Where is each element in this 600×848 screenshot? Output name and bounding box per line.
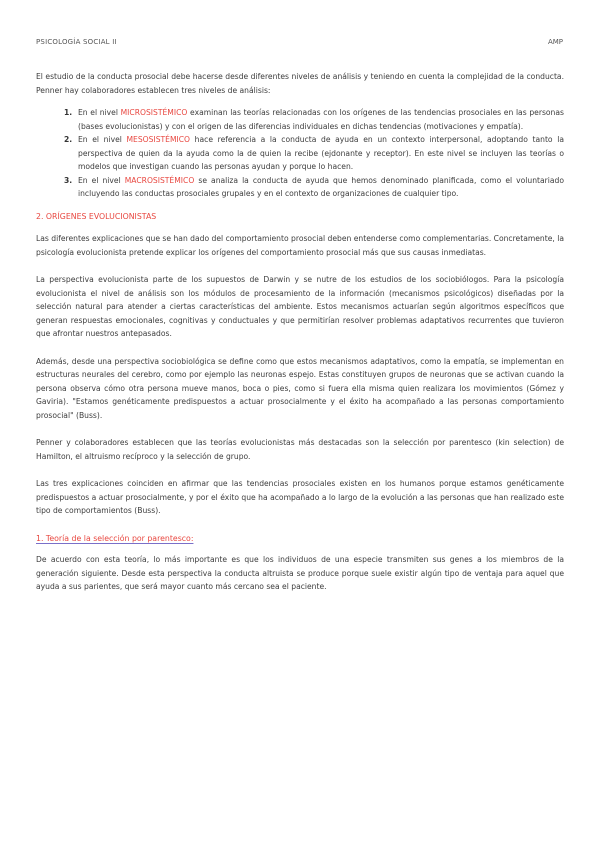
subsection-heading: 1. Teoría de la selección por parentesco: [36,533,194,543]
list-number: 2. [64,135,73,144]
header-author-initials: AMP [547,38,563,46]
list-item-text-post: examinan las teorías relacionadas con los orígenes de las tendencias prosociales en las personas (bases evolucionistas) y con el origen de las diferencias individuales en dichas tendencias (motivaciones y empatía). [78,108,564,131]
list-item-text-pre: En el nivel [78,108,121,117]
level-term-highlight: MICROSISTÉMICO [120,108,188,117]
list-number: 3. [64,175,73,185]
list-item-level-3 [64,174,565,201]
paragraph: Las tres explicaciones coinciden en afirmar que las tendencias prosociales existen en los humanos porque estamos genéticamente predispuestos a actuar prosocialmente, y por el éxito que ha acompañado a lo largo de la evolución a las personas que han realizado este tipo de comportamientos (Buss). [36,479,564,515]
section-heading: 2. ORÍGENES EVOLUCIONISTAS [36,211,157,221]
intro-paragraph: El estudio de la conducta prosocial debe hacerse desde diferentes niveles de análisis y teniendo en cuenta la complejidad de la conducta. Penner hay colaboradores establecen tres niveles de análisis: [36,72,564,95]
list-item-text-post: se analiza la conducta de ayuda que hemos denominado planificada, como el voluntariado incluyendo las conductas prosociales grupales y en el contexto de organizaciones de cualquier tipo. [78,175,565,198]
list-item-level-2 [64,133,564,174]
paragraph: La perspectiva evolucionista parte de los supuestos de Darwin y se nutre de los estudios de los sociobiólogos. Para la psicología evolucionista el nivel de análisis son los módulos de procesamiento de la información (mecanismos psicológicos) diseñadas por la selección natural para atender a ciertas características del ambiente. Estos mecanismos actuarían según algoritmos específicos que generan respuestas emocionales, cognitivas y conductuales y que permitirían resolver problemas adaptativos recurrentes que tuvieron que afrontar nuestros antepasados. [36,275,564,338]
paragraph: Además, desde una perspectiva sociobiológica se define como que estos mecanismos adaptativos, como la empatía, se implementan en estructuras neurales del cerebro, como por ejemplo las neuronas espejo. Estas constituyen grupos de neuronas que se activan cuando la persona observa cómo otra persona mueve manos, boca o pies, como si fuera ella misma quien realizara los movimientos (Gómez y Gaviria). "Estamos genéticamente predispuestos a actuar prosocialmente y el éxito ha acompañado a las personas comportamiento prosocial" (Buss). [36,356,564,420]
list-item-text-pre: En el nivel [78,175,125,185]
list-item-level-1 [64,106,564,133]
paragraph: Las diferentes explicaciones que se han dado del comportamiento prosocial deben entenderse como complementarias. Concretamente, la psicología evolucionista pretende explicar los orígenes del comportamiento prosocial más que sus causas inmediatas. [36,234,564,257]
list-number: 1. [64,108,73,117]
paragraph: De acuerdo con esta teoría, lo más importante es que los individuos de una especie transmiten sus genes a los miembros de la generación siguiente. Desde esta perspectiva la conducta altruista se produce porque suele existir algún tipo de ventaja para aquel que ayuda a sus parientes, que será mayor cuanto más cercano sea el paciente. [36,555,564,591]
document-body [36,70,564,594]
list-item-text-pre: En el nivel [78,135,127,144]
level-term-highlight: MACROSISTÉMICO [124,175,195,185]
levels-list [36,106,564,201]
paragraph: Penner y colaboradores establecen que las teorías evolucionistas más destacadas son la selección por parentesco (kin selection) de Hamilton, el altruismo recíproco y la selección de grupo. [36,438,564,461]
list-item-text-post: hace referencia a la conducta de ayuda en un contexto interpersonal, adoptando tanto la perspectiva de quien da la ayuda como la de quien la recibe (ejdonante y receptor). En este nivel se incluyen las teorías o modelos que investigan cuando las personas ayudan y porque lo hacen. [78,135,564,171]
header-course-title: PSICOLOGÍA SOCIAL II [36,38,117,46]
level-term-highlight: MESOSISTÉMICO [126,135,191,144]
